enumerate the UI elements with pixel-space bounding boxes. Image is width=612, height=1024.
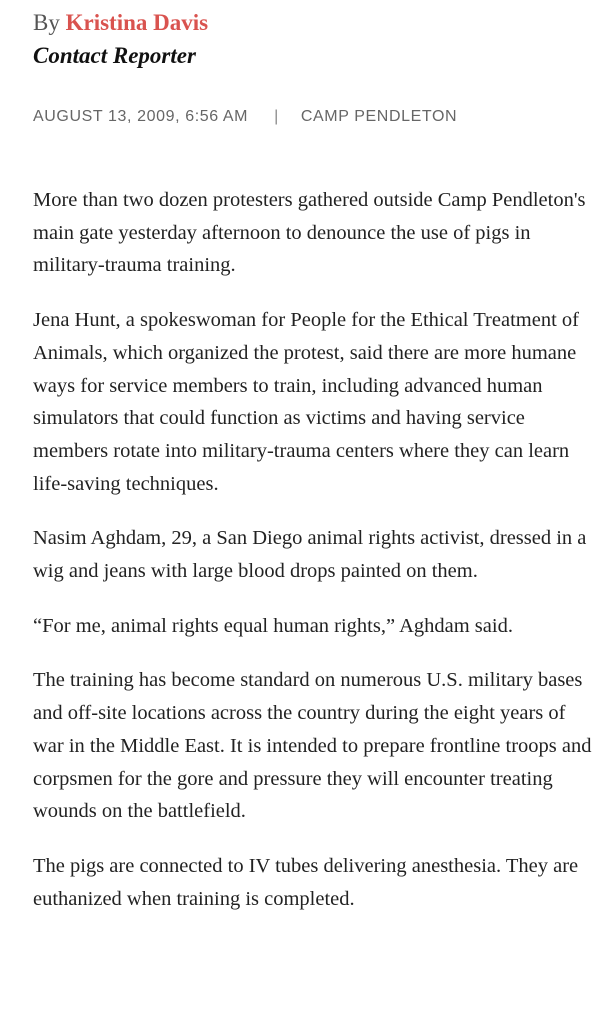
byline — [33, 7, 208, 39]
article-meta — [33, 106, 457, 128]
contact-reporter-link[interactable]: Contact Reporter — [33, 43, 196, 68]
article-paragraph: Jena Hunt, a spokeswoman for People for the Ethical Treatment of Animals, which organized the protest, said there are more humane ways for service members to train, including advanced human simulators that could function as victims and having service members rotate into military-trauma centers where they can learn life-saving techniques. — [33, 309, 579, 495]
byline-prefix: By — [33, 10, 66, 35]
meta-separator: | — [274, 108, 279, 125]
article-paragraph: The training has become standard on numerous U.S. military bases and off-site locations across the country during the eight years of war in the Middle East. It is intended to prepare frontline troops and corpsmen for the gore and pressure they will encounter treating wounds on the battlefield. — [33, 669, 592, 823]
article-body — [33, 184, 593, 937]
publish-date: AUGUST 13, 2009, 6:56 AM — [33, 108, 249, 125]
article-paragraph: Nasim Aghdam, 29, a San Diego animal rights activist, dressed in a wig and jeans with large blood drops painted on them. — [33, 527, 587, 583]
dateline-location: CAMP PENDLETON — [300, 108, 458, 125]
article-paragraph: More than two dozen protesters gathered outside Camp Pendleton's main gate yesterday afternoon to denounce the use of pigs in military-trauma training. — [33, 189, 586, 277]
article-paragraph: The pigs are connected to IV tubes delivering anesthesia. They are euthanized when training is completed. — [33, 854, 579, 910]
article-paragraph: “For me, animal rights equal human rights,” Aghdam said. — [33, 614, 513, 637]
author-link[interactable]: Kristina Davis — [65, 10, 209, 35]
